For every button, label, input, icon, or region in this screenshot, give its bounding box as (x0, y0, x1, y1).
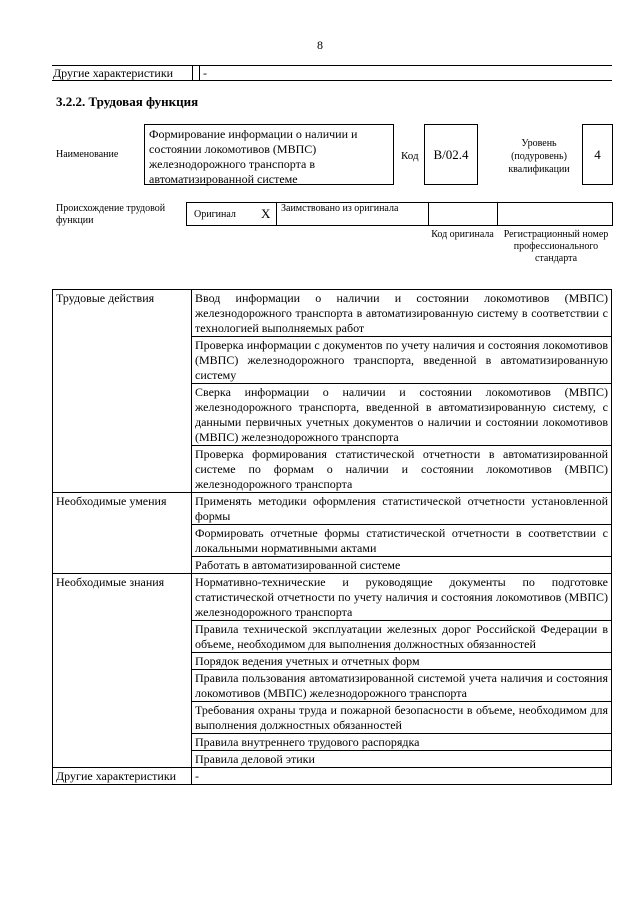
labor-action-item: Проверка информации с документов по учету наличия и состояния локомотивов (МВПС) железнодорожного транспорта, введенной в автоматизированную систему (192, 337, 612, 384)
knowledge-item: Правила пользования автоматизированной системой учета наличия и состояния локомотивов (МВПС) железнодорожного транспорта (192, 670, 612, 702)
other-characteristics-label: Другие характеристики (53, 768, 192, 785)
borrowed-cell (277, 203, 429, 225)
top-other-characteristics-row (52, 65, 612, 81)
table-row (53, 290, 612, 337)
labor-action-item: Сверка информации о наличии и состоянии локомотивов (МВПС) железнодорожного транспорта, введенной в автоматизированную систему, с данными первичных учетных документов о наличии и состоянии локомотивов (МВПС) железнодорожного транспорта (192, 384, 612, 446)
page-number: 8 (317, 38, 323, 52)
original-mark: X (261, 206, 271, 221)
knowledge-item: Правила деловой этики (192, 751, 612, 768)
original-label: Оригинал (194, 209, 236, 220)
name-label: Наименование (56, 149, 119, 160)
labor-function-table (52, 289, 612, 785)
knowledge-item: Нормативно-технические и руководящие документы по подготовке статистической отчетности по учету наличия и состояния локомотивов (МВПС) железнодорожного транспорта (192, 574, 612, 621)
origin-label: Происхождение трудовой функции (56, 203, 166, 226)
section-title: 3.2.2. Трудовая функция (56, 94, 199, 109)
table-row (53, 493, 612, 525)
code-label: Код (401, 150, 419, 162)
top-other-value: - (199, 66, 207, 80)
reg-number-label: Регистрационный номер профессионального стандарта (503, 229, 609, 264)
knowledge-item: Правила технической эксплуатации железных дорог Российской Федерации в объеме, необходимом для выполнения должностных обязанностей (192, 621, 612, 653)
knowledge-label: Необходимые знания (53, 574, 192, 768)
reg-number-cell (498, 203, 612, 225)
skill-item: Работать в автоматизированной системе (192, 557, 612, 574)
code-original-cell (429, 203, 498, 225)
function-name-box: Формирование информации о наличии и состоянии локомотивов (МВПС) железнодорожного транспорта в автоматизированной системе (144, 124, 394, 185)
labor-action-item: Ввод информации о наличии и состоянии локомотивов (МВПС) железнодорожного транспорта в автоматизированную систему в соответствии с технологией выполняемых работ (192, 290, 612, 337)
code-original-label: Код оригинала (431, 229, 494, 240)
level-label: Уровень (подуровень) квалификации (508, 138, 570, 175)
labor-action-item: Проверка формирования статистической отчетности в автоматизированной системе по формам о наличии и состоянии локомотивов (МВПС) железнодорожного транспорта (192, 446, 612, 493)
knowledge-item: Правила внутреннего трудового распорядка (192, 734, 612, 751)
skills-label: Необходимые умения (53, 493, 192, 574)
table-row (53, 768, 612, 785)
knowledge-item: Порядок ведения учетных и отчетных форм (192, 653, 612, 670)
function-code-box: B/02.4 (424, 124, 478, 185)
table-row (53, 574, 612, 621)
knowledge-item: Требования охраны труда и пожарной безопасности в объеме, необходимом для выполнения должностных обязанностей (192, 702, 612, 734)
level-box: 4 (582, 124, 613, 185)
original-cell (187, 203, 277, 225)
skill-item: Формировать отчетные формы статистической отчетности в соответствии с локальными нормативными актами (192, 525, 612, 557)
skill-item: Применять методики оформления статистической отчетности установленной формы (192, 493, 612, 525)
top-other-label: Другие характеристики (52, 66, 193, 80)
origin-row (186, 202, 613, 226)
borrowed-label: Заимствовано из оригинала (281, 203, 399, 214)
labor-actions-label: Трудовые действия (53, 290, 192, 493)
other-characteristics-value: - (192, 768, 612, 785)
